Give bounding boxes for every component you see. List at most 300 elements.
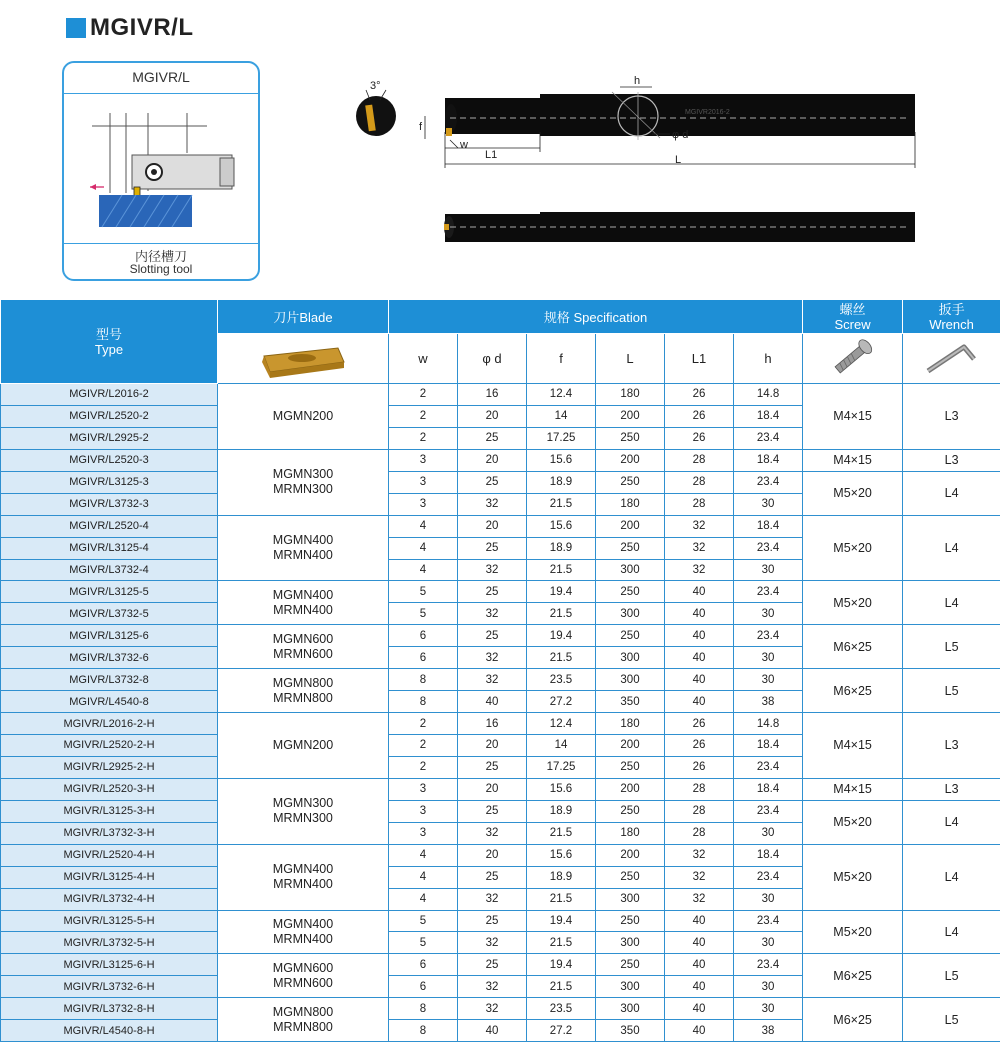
- spec-cell-f: 15.6: [527, 778, 596, 800]
- spec-cell-L1: 28: [665, 471, 734, 493]
- spec-cell-d: 32: [458, 647, 527, 669]
- spec-cell-d: 32: [458, 888, 527, 910]
- blade-model: MGMN600: [218, 632, 388, 647]
- spec-cell-w: 6: [389, 647, 458, 669]
- boring-bar-bottom-icon: [444, 212, 915, 242]
- spec-cell-h: 30: [734, 559, 803, 581]
- spec-cell-h: 18.4: [734, 778, 803, 800]
- spec-cell-d: 25: [458, 537, 527, 559]
- blade-cell: [218, 581, 389, 625]
- spec-cell-L1: 32: [665, 559, 734, 581]
- screw-cell: M5×20: [803, 515, 903, 581]
- spec-cell-w: 5: [389, 581, 458, 603]
- spec-cell-L1: 32: [665, 844, 734, 866]
- wrench-cell: L5: [903, 954, 1000, 998]
- spec-cell-L1: 32: [665, 537, 734, 559]
- blade-cell: [218, 844, 389, 910]
- spec-cell-w: 4: [389, 866, 458, 888]
- spec-cell-h: 30: [734, 888, 803, 910]
- spec-cell-f: 27.2: [527, 691, 596, 713]
- spec-cell-h: 23.4: [734, 756, 803, 778]
- spec-cell-L: 300: [596, 559, 665, 581]
- type-cell: MGIVR/L3125-6-H: [1, 954, 218, 976]
- table-row: [1, 471, 1000, 493]
- page-header: [66, 14, 194, 42]
- table-row: [1, 800, 1000, 822]
- spec-cell-h: 18.4: [734, 449, 803, 471]
- type-cell: MGIVR/L3732-4: [1, 559, 218, 581]
- spec-cell-w: 2: [389, 756, 458, 778]
- spec-cell-L: 250: [596, 910, 665, 932]
- type-cell: MGIVR/L2925-2-H: [1, 756, 218, 778]
- card-label-cn: 内径槽刀: [64, 246, 258, 265]
- spec-cell-h: 30: [734, 998, 803, 1020]
- spec-cell-w: 5: [389, 910, 458, 932]
- spec-cell-L1: 40: [665, 669, 734, 691]
- spec-header: 规格 Specification: [389, 300, 803, 334]
- spec-cell-L: 350: [596, 691, 665, 713]
- title-square-icon: [66, 18, 86, 38]
- blade-model: MGMN800: [218, 676, 388, 691]
- spec-cell-L: 250: [596, 471, 665, 493]
- spec-cell-d: 40: [458, 691, 527, 713]
- blade-model: MRMN800: [218, 1020, 388, 1035]
- spec-cell-w: 3: [389, 493, 458, 515]
- type-cell: MGIVR/L2520-2: [1, 405, 218, 427]
- type-header: [1, 300, 218, 384]
- spec-cell-f: 18.9: [527, 800, 596, 822]
- screw-cell: M4×15: [803, 384, 903, 450]
- angle-label: 3°: [370, 80, 381, 92]
- spec-cell-L: 200: [596, 515, 665, 537]
- spec-cell-f: 15.6: [527, 515, 596, 537]
- spec-cell-h: 18.4: [734, 844, 803, 866]
- screw-icon: [823, 337, 883, 377]
- type-header-en: Type: [1, 342, 217, 357]
- spec-cell-d: 25: [458, 427, 527, 449]
- spec-cell-h: 30: [734, 976, 803, 998]
- spec-cell-h: 23.4: [734, 471, 803, 493]
- spec-cell-L: 250: [596, 756, 665, 778]
- spec-cell-d: 20: [458, 844, 527, 866]
- blade-model: MGMN400: [218, 917, 388, 932]
- spec-cell-w: 3: [389, 471, 458, 493]
- h-label: h: [634, 75, 640, 87]
- spec-cell-L1: 32: [665, 515, 734, 537]
- spec-cell-w: 3: [389, 800, 458, 822]
- spec-cell-d: 25: [458, 866, 527, 888]
- card-divider-bottom: [64, 243, 258, 244]
- spec-cell-d: 20: [458, 449, 527, 471]
- spec-cell-w: 8: [389, 669, 458, 691]
- spec-cell-L1: 32: [665, 866, 734, 888]
- blade-model: MGMN200: [218, 738, 388, 753]
- spec-cell-w: 3: [389, 778, 458, 800]
- spec-cell-L: 250: [596, 866, 665, 888]
- spec-cell-d: 40: [458, 1020, 527, 1042]
- spec-cell-w: 5: [389, 603, 458, 625]
- table-row: [1, 449, 1000, 471]
- spec-cell-w: 8: [389, 691, 458, 713]
- screw-cell: M5×20: [803, 471, 903, 515]
- spec-cell-L: 200: [596, 449, 665, 471]
- spec-cell-h: 23.4: [734, 954, 803, 976]
- spec-cell-f: 21.5: [527, 493, 596, 515]
- spec-cell-d: 25: [458, 625, 527, 647]
- spec-cell-h: 38: [734, 691, 803, 713]
- blade-model: MRMN400: [218, 603, 388, 618]
- type-cell: MGIVR/L3125-5-H: [1, 910, 218, 932]
- wrench-cell: L5: [903, 669, 1000, 713]
- type-cell: MGIVR/L2016-2: [1, 384, 218, 406]
- spec-cell-L: 250: [596, 625, 665, 647]
- type-cell: MGIVR/L2520-3: [1, 449, 218, 471]
- spec-cell-L1: 40: [665, 647, 734, 669]
- type-cell: MGIVR/L3732-4-H: [1, 888, 218, 910]
- spec-cell-w: 2: [389, 384, 458, 406]
- spec-cell-f: 19.4: [527, 581, 596, 603]
- spec-cell-f: 14: [527, 735, 596, 757]
- spec-cell-f: 21.5: [527, 647, 596, 669]
- blade-cell: [218, 713, 389, 779]
- spec-cell-w: 5: [389, 932, 458, 954]
- blade-model: MRMN400: [218, 932, 388, 947]
- spec-cell-f: 17.25: [527, 427, 596, 449]
- table-row: [1, 778, 1000, 800]
- screw-cell: M6×25: [803, 669, 903, 713]
- spec-table-body: [1, 384, 1000, 1042]
- spec-col-h: h: [734, 334, 803, 384]
- screw-cell: M4×15: [803, 449, 903, 471]
- type-header-cn: 型号: [1, 327, 217, 342]
- blade-model: MGMN200: [218, 409, 388, 424]
- spec-cell-d: 32: [458, 603, 527, 625]
- spec-cell-w: 4: [389, 537, 458, 559]
- spec-cell-d: 20: [458, 515, 527, 537]
- spec-cell-L: 180: [596, 822, 665, 844]
- screw-cell: M5×20: [803, 581, 903, 625]
- spec-cell-w: 8: [389, 998, 458, 1020]
- screw-header-en: Screw: [803, 317, 902, 332]
- blade-cell: [218, 910, 389, 954]
- spec-table: [0, 299, 1000, 1042]
- type-cell: MGIVR/L2520-3-H: [1, 778, 218, 800]
- blade-model: MGMN400: [218, 533, 388, 548]
- wrench-cell: L5: [903, 998, 1000, 1042]
- spec-cell-f: 21.5: [527, 559, 596, 581]
- type-cell: MGIVR/L3732-8-H: [1, 998, 218, 1020]
- blade-cell: [218, 669, 389, 713]
- blade-cell: [218, 778, 389, 844]
- spec-cell-L1: 26: [665, 713, 734, 735]
- spec-cell-w: 2: [389, 713, 458, 735]
- spec-cell-L1: 40: [665, 954, 734, 976]
- spec-cell-d: 32: [458, 493, 527, 515]
- spec-cell-f: 27.2: [527, 1020, 596, 1042]
- card-label-en: Slotting tool: [64, 262, 258, 276]
- spec-cell-d: 25: [458, 910, 527, 932]
- spec-cell-d: 32: [458, 822, 527, 844]
- spec-cell-f: 23.5: [527, 998, 596, 1020]
- spec-cell-d: 16: [458, 713, 527, 735]
- table-row: [1, 998, 1000, 1020]
- spec-cell-d: 25: [458, 954, 527, 976]
- spec-cell-f: 18.9: [527, 866, 596, 888]
- wrench-cell: L4: [903, 515, 1000, 581]
- spec-cell-d: 32: [458, 669, 527, 691]
- spec-cell-w: 8: [389, 1020, 458, 1042]
- grooving-insert-icon: [258, 342, 348, 380]
- blade-model: MRMN300: [218, 811, 388, 826]
- spec-cell-f: 21.5: [527, 822, 596, 844]
- spec-cell-d: 25: [458, 756, 527, 778]
- spec-cell-L1: 40: [665, 998, 734, 1020]
- spec-cell-L: 300: [596, 669, 665, 691]
- spec-cell-d: 25: [458, 471, 527, 493]
- w-label: w: [459, 139, 468, 151]
- type-cell: MGIVR/L4540-8: [1, 691, 218, 713]
- hex-wrench-icon: [920, 337, 984, 377]
- boring-schematic-icon: [82, 103, 242, 239]
- spec-cell-d: 32: [458, 976, 527, 998]
- spec-cell-d: 20: [458, 735, 527, 757]
- screw-cell: M6×25: [803, 954, 903, 998]
- spec-cell-h: 23.4: [734, 910, 803, 932]
- spec-cell-L1: 40: [665, 691, 734, 713]
- screw-image-cell: [803, 334, 903, 384]
- type-cell: MGIVR/L3125-3-H: [1, 800, 218, 822]
- spec-cell-h: 30: [734, 647, 803, 669]
- spec-cell-L: 200: [596, 778, 665, 800]
- spec-cell-L1: 28: [665, 778, 734, 800]
- wrench-header-cn: 扳手: [903, 302, 1000, 317]
- spec-cell-f: 15.6: [527, 449, 596, 471]
- spec-cell-f: 15.6: [527, 844, 596, 866]
- wrench-header: [903, 300, 1000, 334]
- spec-cell-L: 350: [596, 1020, 665, 1042]
- spec-cell-f: 23.5: [527, 669, 596, 691]
- blade-header: 刀片Blade: [218, 300, 389, 334]
- spec-cell-f: 19.4: [527, 954, 596, 976]
- blade-model: MGMN300: [218, 467, 388, 482]
- table-row: [1, 910, 1000, 932]
- blade-model: MRMN300: [218, 482, 388, 497]
- blade-cell: [218, 449, 389, 515]
- spec-cell-w: 2: [389, 735, 458, 757]
- spec-cell-h: 23.4: [734, 866, 803, 888]
- page-title: MGIVR/L: [90, 14, 194, 42]
- spec-col-f: f: [527, 334, 596, 384]
- screw-cell: M4×15: [803, 778, 903, 800]
- spec-cell-L: 200: [596, 735, 665, 757]
- spec-cell-f: 19.4: [527, 910, 596, 932]
- type-cell: MGIVR/L2520-2-H: [1, 735, 218, 757]
- spec-cell-L1: 26: [665, 405, 734, 427]
- spec-cell-L1: 26: [665, 735, 734, 757]
- spec-cell-f: 21.5: [527, 888, 596, 910]
- spec-cell-L1: 40: [665, 581, 734, 603]
- spec-cell-w: 6: [389, 954, 458, 976]
- blade-cell: [218, 515, 389, 581]
- type-cell: MGIVR/L3732-3-H: [1, 822, 218, 844]
- screw-header-cn: 螺丝: [803, 302, 902, 317]
- type-cell: MGIVR/L3732-5: [1, 603, 218, 625]
- spec-cell-L1: 26: [665, 756, 734, 778]
- spec-cell-L: 250: [596, 537, 665, 559]
- L-label: L: [675, 154, 681, 166]
- type-cell: MGIVR/L3732-5-H: [1, 932, 218, 954]
- type-cell: MGIVR/L4540-8-H: [1, 1020, 218, 1042]
- spec-cell-L1: 26: [665, 427, 734, 449]
- spec-cell-w: 2: [389, 427, 458, 449]
- type-cell: MGIVR/L3125-6: [1, 625, 218, 647]
- spec-cell-d: 32: [458, 932, 527, 954]
- spec-cell-w: 2: [389, 405, 458, 427]
- wrench-image-cell: [903, 334, 1000, 384]
- f-label: f: [419, 121, 423, 133]
- blade-model: MGMN400: [218, 588, 388, 603]
- spec-cell-L1: 28: [665, 493, 734, 515]
- table-row: [1, 844, 1000, 866]
- spec-cell-h: 14.8: [734, 384, 803, 406]
- wrench-cell: L3: [903, 713, 1000, 779]
- spec-cell-h: 30: [734, 822, 803, 844]
- spec-cell-f: 21.5: [527, 603, 596, 625]
- spec-cell-L: 300: [596, 998, 665, 1020]
- spec-col-L1: L1: [665, 334, 734, 384]
- spec-cell-L: 250: [596, 581, 665, 603]
- screw-cell: M5×20: [803, 800, 903, 844]
- wrench-cell: L4: [903, 800, 1000, 844]
- spec-cell-w: 4: [389, 844, 458, 866]
- wrench-header-en: Wrench: [903, 317, 1000, 332]
- spec-cell-L: 250: [596, 954, 665, 976]
- spec-cell-w: 6: [389, 625, 458, 647]
- blade-cell: [218, 954, 389, 998]
- table-row: [1, 581, 1000, 603]
- screw-header: [803, 300, 903, 334]
- spec-col-w: w: [389, 334, 458, 384]
- spec-cell-f: 21.5: [527, 976, 596, 998]
- screw-cell: M6×25: [803, 625, 903, 669]
- spec-cell-L: 300: [596, 932, 665, 954]
- spec-cell-L: 180: [596, 384, 665, 406]
- spec-cell-h: 18.4: [734, 735, 803, 757]
- spec-cell-f: 12.4: [527, 384, 596, 406]
- spec-cell-f: 18.9: [527, 471, 596, 493]
- type-cell: MGIVR/L3125-3: [1, 471, 218, 493]
- spec-cell-f: 14: [527, 405, 596, 427]
- spec-cell-L: 200: [596, 844, 665, 866]
- blade-model: MRMN800: [218, 691, 388, 706]
- spec-cell-w: 3: [389, 449, 458, 471]
- tool-drawing: [350, 72, 930, 252]
- spec-cell-d: 25: [458, 581, 527, 603]
- wrench-cell: L4: [903, 844, 1000, 910]
- table-row: [1, 713, 1000, 735]
- table-row: [1, 515, 1000, 537]
- wrench-cell: L4: [903, 471, 1000, 515]
- phid-label: φ d: [672, 129, 688, 141]
- type-cell: MGIVR/L3732-6: [1, 647, 218, 669]
- spec-cell-h: 18.4: [734, 405, 803, 427]
- type-cell: MGIVR/L3732-8: [1, 669, 218, 691]
- spec-cell-d: 32: [458, 559, 527, 581]
- wrench-cell: L4: [903, 910, 1000, 954]
- screw-cell: M6×25: [803, 998, 903, 1042]
- wrench-cell: L3: [903, 449, 1000, 471]
- spec-cell-L1: 40: [665, 603, 734, 625]
- end-view-icon: [356, 80, 396, 136]
- spec-cell-L1: 26: [665, 384, 734, 406]
- spec-cell-f: 19.4: [527, 625, 596, 647]
- spec-cell-h: 18.4: [734, 515, 803, 537]
- spec-cell-L: 200: [596, 405, 665, 427]
- spec-cell-L: 300: [596, 976, 665, 998]
- blade-model: MGMN800: [218, 1005, 388, 1020]
- type-cell: MGIVR/L2520-4: [1, 515, 218, 537]
- spec-cell-h: 30: [734, 603, 803, 625]
- spec-cell-L: 180: [596, 713, 665, 735]
- wrench-cell: L3: [903, 778, 1000, 800]
- screw-cell: M5×20: [803, 910, 903, 954]
- table-row: [1, 954, 1000, 976]
- bar-marking: MGIVR2016-2: [685, 109, 730, 116]
- spec-cell-L: 300: [596, 888, 665, 910]
- spec-cell-h: 14.8: [734, 713, 803, 735]
- wrench-cell: L3: [903, 384, 1000, 450]
- wrench-cell: L5: [903, 625, 1000, 669]
- card-title: MGIVR/L: [64, 69, 258, 85]
- blade-model: MRMN400: [218, 548, 388, 563]
- spec-cell-d: 25: [458, 800, 527, 822]
- spec-cell-L: 250: [596, 800, 665, 822]
- type-cell: MGIVR/L3125-4: [1, 537, 218, 559]
- spec-cell-f: 17.25: [527, 756, 596, 778]
- spec-cell-h: 23.4: [734, 581, 803, 603]
- spec-cell-h: 30: [734, 493, 803, 515]
- spec-col-L: L: [596, 334, 665, 384]
- type-cell: MGIVR/L2016-2-H: [1, 713, 218, 735]
- card-divider-top: [64, 93, 258, 94]
- spec-cell-L: 300: [596, 603, 665, 625]
- blade-model: MGMN600: [218, 961, 388, 976]
- spec-cell-L1: 28: [665, 822, 734, 844]
- spec-cell-L1: 28: [665, 449, 734, 471]
- type-cell: MGIVR/L3125-5: [1, 581, 218, 603]
- spec-cell-L1: 40: [665, 910, 734, 932]
- spec-cell-L1: 40: [665, 976, 734, 998]
- blade-cell: [218, 998, 389, 1042]
- type-cell: MGIVR/L3125-4-H: [1, 866, 218, 888]
- blade-cell: [218, 625, 389, 669]
- spec-cell-w: 4: [389, 888, 458, 910]
- spec-cell-f: 12.4: [527, 713, 596, 735]
- spec-cell-L: 300: [596, 647, 665, 669]
- spec-cell-d: 16: [458, 384, 527, 406]
- spec-cell-w: 6: [389, 976, 458, 998]
- spec-cell-L1: 40: [665, 1020, 734, 1042]
- blade-image-cell: [218, 334, 389, 384]
- table-row: [1, 384, 1000, 406]
- spec-cell-h: 23.4: [734, 537, 803, 559]
- table-row: [1, 625, 1000, 647]
- type-cell: MGIVR/L2925-2: [1, 427, 218, 449]
- wrench-cell: L4: [903, 581, 1000, 625]
- blade-model: MRMN600: [218, 647, 388, 662]
- spec-cell-L1: 32: [665, 888, 734, 910]
- spec-cell-d: 20: [458, 405, 527, 427]
